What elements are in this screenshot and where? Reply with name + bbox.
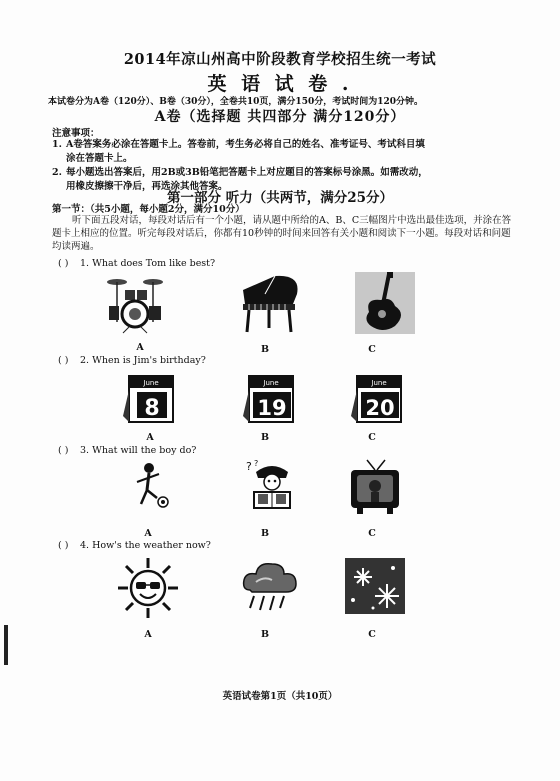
calendar-month: June (143, 379, 159, 387)
option-c (335, 556, 415, 616)
answer-parenthesis: ( ) (58, 258, 69, 269)
notice-item-text: A卷答案务必涂在答题卡上。答卷前，考生务必将自己的姓名、准考证号、考试科目填 (66, 139, 425, 150)
notice-item-number: 1. (52, 139, 62, 150)
listening-instructions: 听下面五段对话，每段对话后有一个小题，请从题中所给的A、B、C三幅图片中选出最佳选项，并涂在答题卡上相应的位置。听完每段对话后，你都有10秒钟的时间来回答有关小题和阅读下一小题。每段对话和问题均读两遍。 (52, 215, 512, 252)
question-text: 2. When is Jim's birthday? (80, 355, 206, 366)
option-label-b: B (260, 528, 270, 539)
option-b (232, 458, 312, 514)
answer-parenthesis: ( ) (58, 540, 69, 551)
notice-item-number: 2. (52, 167, 62, 178)
guitar-icon (355, 272, 415, 334)
option-a (95, 272, 175, 334)
option-label-b: B (260, 344, 270, 355)
calendar-day: 8 (144, 396, 160, 421)
piano-icon (235, 272, 305, 334)
option-a (112, 370, 192, 426)
calendar-icon (123, 370, 181, 426)
option-c (345, 272, 425, 334)
svg-text:?: ? (246, 460, 252, 473)
part-one-heading: 第一部分 听力（共两节，满分25分） (167, 190, 393, 206)
calendar-day: 19 (257, 396, 287, 420)
notice-item-text-cont: 用橡皮擦擦干净后，再选涂其他答案。 (66, 181, 228, 192)
question-2-options (90, 370, 450, 450)
scan-edge-mark (4, 625, 8, 665)
answer-parenthesis: ( ) (58, 445, 69, 456)
page-footer: 英语试卷第1页（共10页） (222, 691, 338, 702)
calendar-month: June (371, 379, 387, 387)
question-4 (58, 540, 211, 551)
option-a (108, 458, 188, 514)
notice-item-text: 每小题选出答案后，用2B或3B铅笔把答题卡上对应题目的答案标号涂黑。如需改动， (66, 167, 428, 178)
option-b (230, 272, 310, 334)
question-1 (58, 258, 215, 269)
question-4-options (90, 556, 450, 640)
exam-info: 本试卷分为A卷（120分）、B卷（30分），全卷共10页，满分150分，考试时间为120分钟。 (48, 97, 424, 107)
television-icon (345, 458, 405, 516)
volume-heading: A卷（选择题 共四部分 满分120分） (154, 109, 406, 125)
exam-title: 2014年凉山州高中阶段教育学校招生统一考试 (123, 51, 437, 68)
question-2 (58, 355, 206, 366)
question-3-options (90, 458, 450, 538)
notice-item-text-cont: 涂在答题卡上。 (66, 153, 133, 164)
rain-cloud-icon (238, 556, 302, 616)
calendar-day: 20 (365, 396, 395, 420)
option-b (232, 370, 312, 426)
option-label-a: A (144, 629, 152, 640)
option-label-b: B (260, 629, 270, 640)
option-b (230, 556, 310, 616)
option-label-a: A (146, 432, 154, 443)
option-c (335, 458, 415, 516)
subject-title: 英 语 试 卷 . (207, 73, 353, 95)
option-label-c: C (368, 432, 376, 443)
option-label-b: B (260, 432, 270, 443)
option-label-a: A (144, 528, 152, 539)
section-one-heading: 第一节：（共5小题，每小题2分，满分10分） (52, 204, 245, 215)
notice-heading: 注意事项： (52, 128, 100, 139)
soccer-player-icon (123, 458, 173, 514)
sun-icon (116, 556, 180, 620)
question-1-options (90, 272, 450, 355)
snow-icon (343, 556, 407, 616)
option-label-c: C (368, 528, 376, 539)
question-text: 1. What does Tom like best? (80, 258, 216, 269)
question-text: 4. How's the weather now? (80, 540, 211, 551)
reading-boy-icon (242, 458, 302, 514)
calendar-icon (351, 370, 409, 426)
calendar-month: June (263, 379, 279, 387)
option-label-c: C (368, 629, 376, 640)
answer-parenthesis: ( ) (58, 355, 69, 366)
option-c (340, 370, 420, 426)
option-a (108, 556, 188, 620)
option-label-a: A (136, 342, 144, 353)
question-text: 3. What will the boy do? (80, 445, 197, 456)
drum-kit-icon (103, 272, 167, 334)
option-label-c: C (368, 344, 376, 355)
notice-item-1 (52, 138, 522, 166)
question-3 (58, 445, 196, 456)
svg-text:?: ? (254, 459, 259, 468)
calendar-icon (243, 370, 301, 426)
